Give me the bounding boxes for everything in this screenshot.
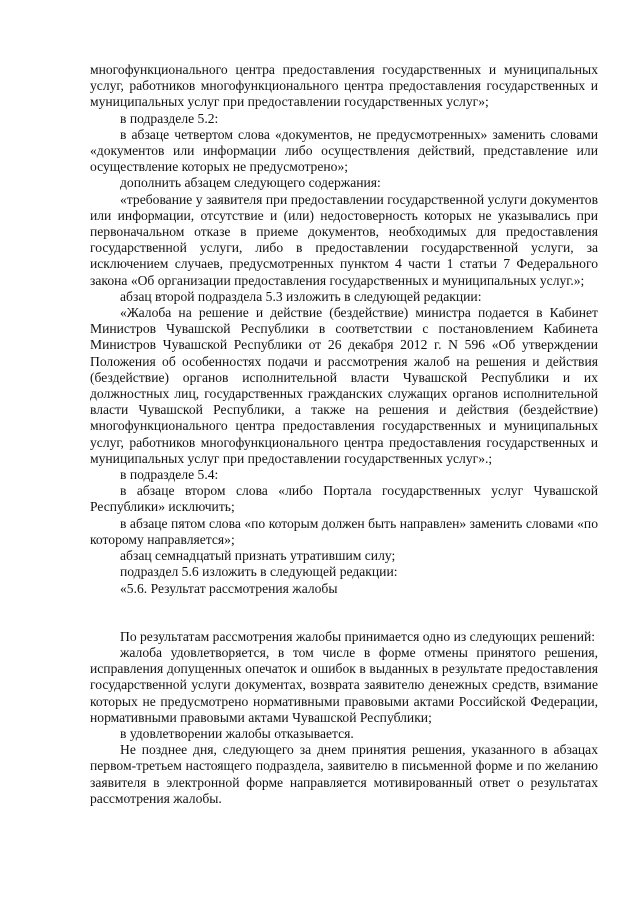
paragraph-continuation: многофункционального центра предоставления государственных и муниципальных услуг, работников многофункционального центра предоставления государственных и муниципальных услуг при предоставлении государственных услуг»;: [90, 62, 598, 110]
paragraph-complaint-refused: в удовлетворении жалобы отказывается.: [120, 725, 354, 741]
paragraph-subsection-5-4: в подразделе 5.4:: [120, 467, 219, 483]
paragraph-decisions: По результатам рассмотрения жалобы принимается одно из следующих решений:: [120, 628, 596, 644]
paragraph-complaint-satisfied: жалоба удовлетворяется, в том числе в форме отмены принятого решения, исправления допущенных опечаток и ошибок в выданных в результате предоставления государственной услуги документах, возврата заявителю денежных средств, взимание которых не предусмотрено нормативными правовыми актами Российской Федерации, нормативными правовыми актами Чувашской Республики;: [90, 644, 598, 725]
paragraph-response-deadline: Не позднее дня, следующего за днем принятия решения, указанного в абзацах первом-третьем настоящего подраздела, заявителю в письменной форме и по желанию заявителя в электронной форме направляется мотивированный ответ о результатах рассмотрения жалобы.: [90, 742, 598, 806]
paragraph-abzac-second: в абзаце втором слова «либо Портала государственных услуг Чувашской Республики» исключить;: [90, 483, 598, 515]
section-heading-5-6: «5.6. Результат рассмотрения жалобы: [120, 580, 338, 596]
paragraph-abzac-fourth: в абзаце четвертом слова «документов, не предусмотренных» заменить словами «документов или информации либо осуществления действий, представление или осуществление которых не предусмотрено»;: [90, 126, 598, 175]
paragraph-subsection-5-3: абзац второй подраздела 5.3 изложить в следующей редакции:: [120, 288, 482, 304]
paragraph-abzac-fifth: в абзаце пятом слова «по которым должен быть направлен» заменить словами «по которому направляется»;: [90, 515, 598, 547]
paragraph-abzac-seventeenth: абзац семнадцатый признать утратившим силу;: [120, 548, 396, 564]
document-page: [90, 62, 598, 807]
paragraph-subsection-5-2: в подразделе 5.2:: [120, 110, 219, 126]
paragraph-requirement-quote: «требование у заявителя при предоставлении государственной услуги документов или информации, отсутствие и (или) недостоверность которых не указывались при первоначальном отказе в приеме документов, необходимых для предоставления государственной услуги, либо в предоставлении государственной услуги, за исключением случаев, предусмотренных пунктом 4 части 1 статьи 7 Федерального закона «Об организации предоставления государственных и муниципальных услуг.»;: [90, 191, 598, 288]
paragraph-subsection-5-6: подраздел 5.6 изложить в следующей редакции:: [120, 564, 398, 580]
paragraph-gap: [90, 597, 598, 629]
document-body: [90, 62, 598, 807]
paragraph-complaint-quote: «Жалоба на решение и действие (бездействие) министра подается в Кабинет Министров Чувашской Республики в соответствии с постановлением Кабинета Министров Чувашской Республики от 26 декабря 2012 г. N 596 «Об утверждении Положения об особенностях подачи и рассмотрения жалоб на решения и действия (бездействие) органов исполнительной власти Чувашской Республики и их должностных лиц, государственных гражданских служащих органов исполнительной власти Чувашской Республики, а также на решения и действия (бездействие) многофункционального центра предоставления государственных и муниципальных услуг, работников многофункционального центра предоставления государственных и муниципальных услуг при предоставлении государственных услуг».;: [90, 305, 598, 466]
paragraph-add-abzac: дополнить абзацем следующего содержания:: [120, 175, 381, 191]
